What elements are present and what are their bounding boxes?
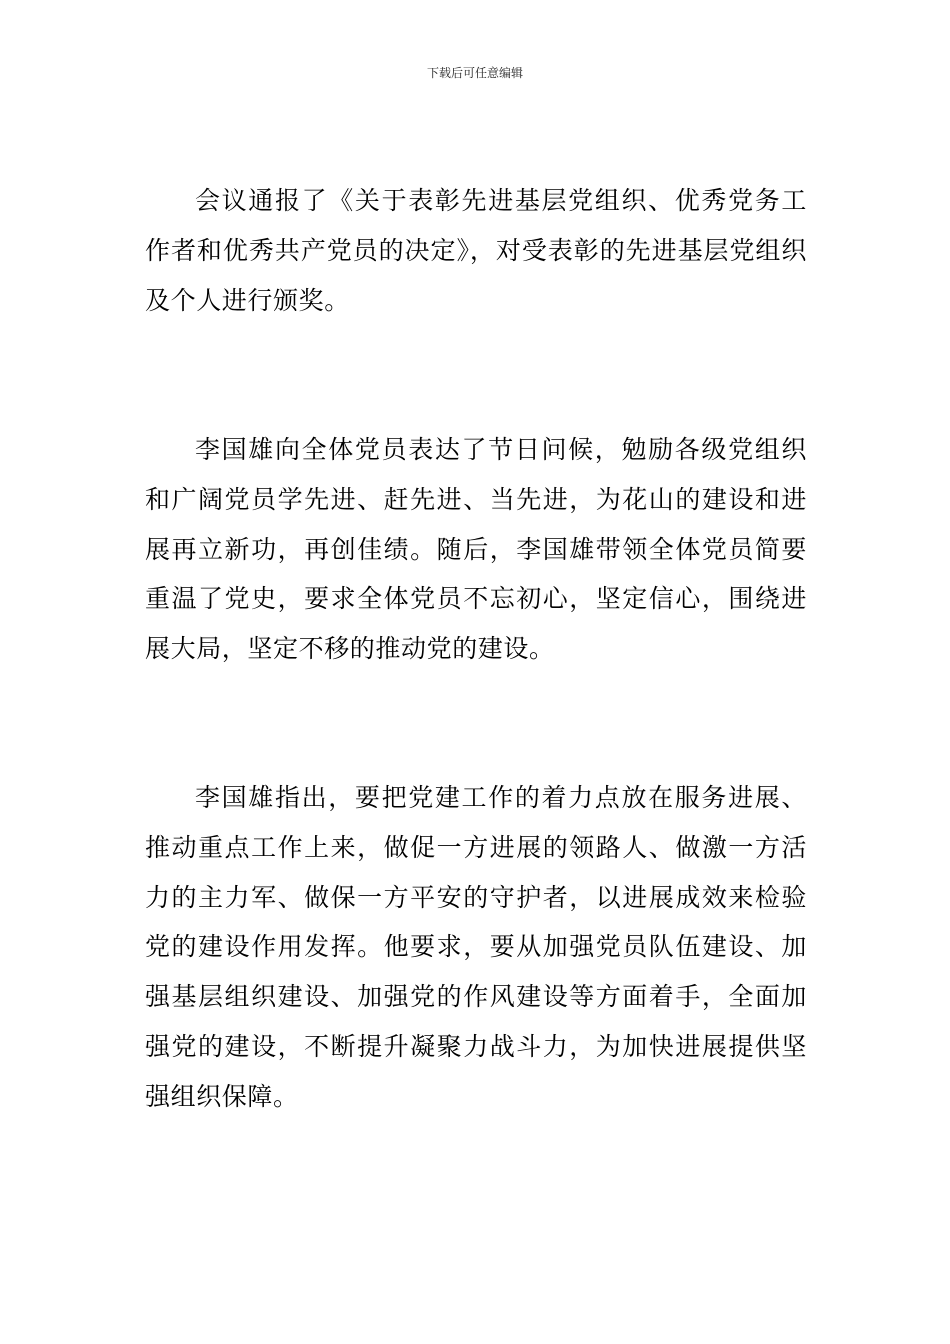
paragraph-award-announcement: 会议通报了《关于表彰先进基层党组织、优秀党务工作者和优秀共产党员的决定》，对受表彰的先进基层党组织及个人进行颁奖。 (145, 186, 807, 315)
paragraph-holiday-greeting: 李国雄向全体党员表达了节日问候，勉励各级党组织和广阔党员学先进、赶先进、当先进，为花山的建设和进展再立新功，再创佳绩。随后，李国雄带领全体党员简要重温了党史，要求全体党员不忘初心，坚定信心，围绕进展大局，坚定不移的推动党的建设。 (145, 435, 807, 664)
page-header-note: 下载后可任意编辑 (426, 66, 523, 80)
paragraph-party-building-requirements: 李国雄指出，要把党建工作的着力点放在服务进展、推动重点工作上来，做促一方进展的领路人、做激一方活力的主力军、做保一方平安的守护者，以进展成效来检验党的建设作用发挥。他要求，要从加强党员队伍建设、加强基层组织建设、加强党的作风建设等方面着手，全面加强党的建设，不断提升凝聚力战斗力，为加快进展提供坚强组织保障。 (145, 783, 807, 1111)
